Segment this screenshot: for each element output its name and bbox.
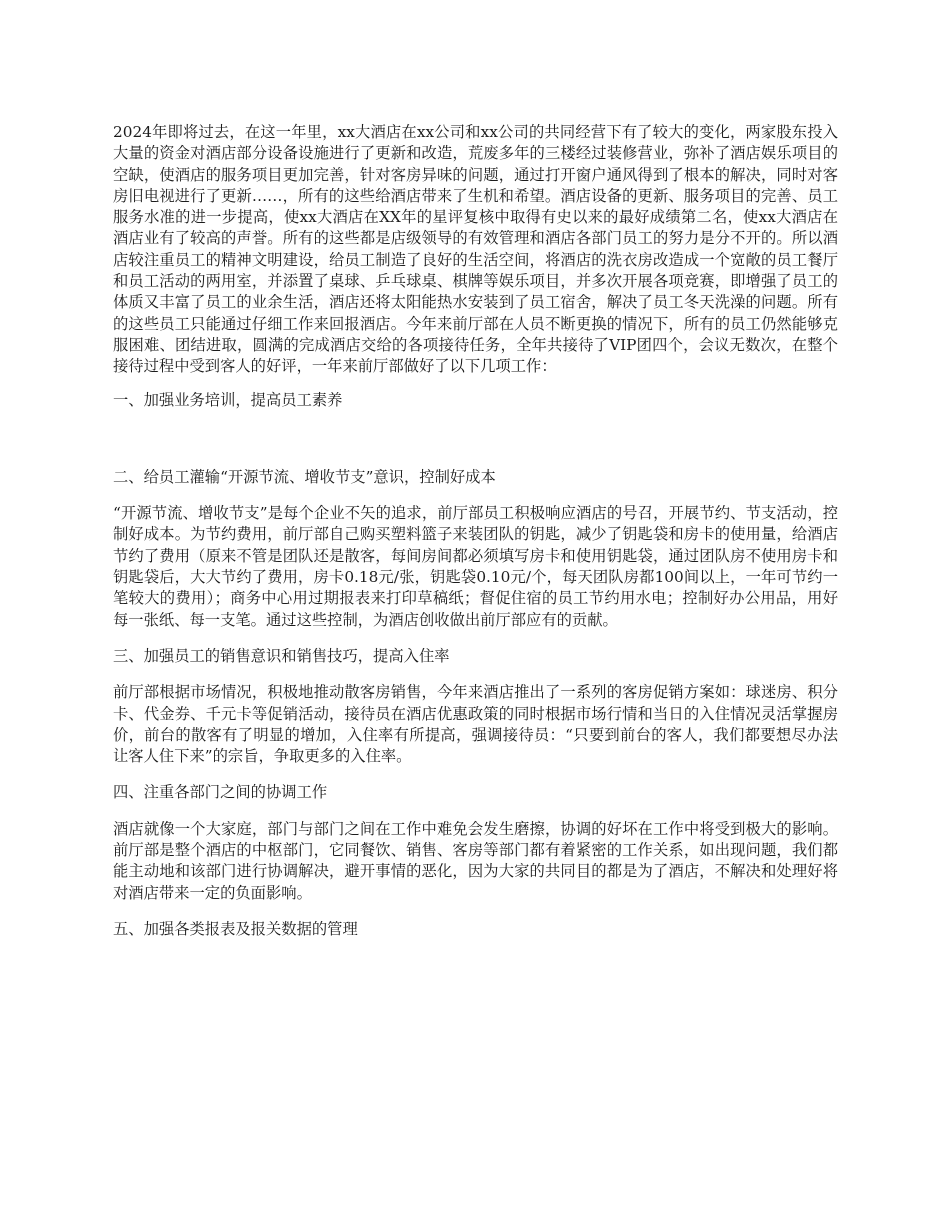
section-heading-cost-control: 二、给员工灌输“开源节流、增收节支”意识，控制好成本: [113, 467, 496, 486]
section-heading-coordination: 四、注重各部门之间的协调工作: [113, 783, 328, 802]
intro-paragraph: 2024年即将过去，在这一年里，xx大酒店在xx公司和xx公司的共同经营下有了较大的变化，两家股东投入大量的资金对酒店部分设备设施进行了更新和改造，荒废多年的三楼经过装修营业，弥补了酒店娱乐项目的空缺，使酒店的服务项目更加完善，针对客房异味的问题，通过打开窗户通风得到了根本的解决，同时对客房旧电视进行了更新……，所有的这些给酒店带来了生机和希望。酒店设备的更新、服务项目的完善、员工服务水准的进一步提高，使xx大酒店在XX年的星评复核中取得有史以来的最好成绩第二名，使xx大酒店在酒店业有了较高的声誉。所有的这些都是店级领导的有效管理和酒店各部门员工的努力是分不开的。所以酒店较注重员工的精神文明建设，给员工制造了良好的生活空间，将酒店的洗衣房改造成一个宽敞的员工餐厅和员工活动的两用室，并添置了桌球、乒乓球桌、棋牌等娱乐项目，并多次开展各项竞赛，即增强了员工的体质又丰富了员工的业余生活，酒店还将太阳能热水安装到了员工宿舍，解决了员工冬天洗澡的问题。所有的这些员工只能通过仔细工作来回报酒店。今年来前厅部在人员不断更换的情况下，所有的员工仍然能够克服困难、团结进取，圆满的完成酒店交给的各项接待任务，全年共接待了VIP团四个，会议无数次，在整个接待过程中受到客人的好评，一年来前厅部做好了以下几项工作：: [113, 123, 838, 376]
section-body-coordination: 酒店就像一个大家庭，部门与部门之间在工作中难免会发生磨擦，协调的好坏在工作中将受到极大的影响。前厅部是整个酒店的中枢部门，它同餐饮、销售、客房等部门都有着紧密的工作关系，如出现问题，我们都能主动地和该部门进行协调解决，避开事情的恶化，因为大家的共同目的都是为了酒店，不解决和处理好将对酒店带来一定的负面影响。: [113, 819, 838, 902]
section-heading-sales: 三、加强员工的销售意识和销售技巧，提高入住率: [113, 646, 450, 665]
section-body-cost-control: “开源节流、增收节支”是每个企业不矢的追求，前厅部员工积极响应酒店的号召，开展节约、节支活动，控制好成本。为节约费用，前厅部自己购买塑料篮子来装团队的钥匙，减少了钥匙袋和房卡的使用量，给酒店节约了费用（原来不管是团队还是散客，每间房间都必须填写房卡和使用钥匙袋，通过团队房不使用房卡和钥匙袋后，大大节约了费用，房卡0.18元/张，钥匙袋0.10元/个，每天团队房都100间以上，一年可节约一笔较大的费用）；商务中心用过期报表来打印草稿纸；督促住宿的员工节约用水电；控制好办公用品，用好每一张纸、每一支笔。通过这些控制，为酒店创收做出前厅部应有的贡献。: [113, 504, 838, 629]
section-heading-training: 一、加强业务培训，提高员工素养: [113, 390, 343, 409]
section-body-sales: 前厅部根据市场情况，积极地推动散客房销售，今年来酒店推出了一系列的客房促销方案如：球迷房、积分卡、代金券、千元卡等促销活动，接待员在酒店优惠政策的同时根据市场行情和当日的入住情况灵活掌握房价，前台的散客有了明显的增加，入住率有所提高，强调接待员：“只要到前台的客人，我们都要想尽办法让客人住下来”的宗旨，争取更多的入住率。: [113, 683, 838, 766]
document-page: [113, 122, 838, 940]
section-heading-reports: 五、加强各类报表及报关数据的管理: [113, 919, 358, 938]
